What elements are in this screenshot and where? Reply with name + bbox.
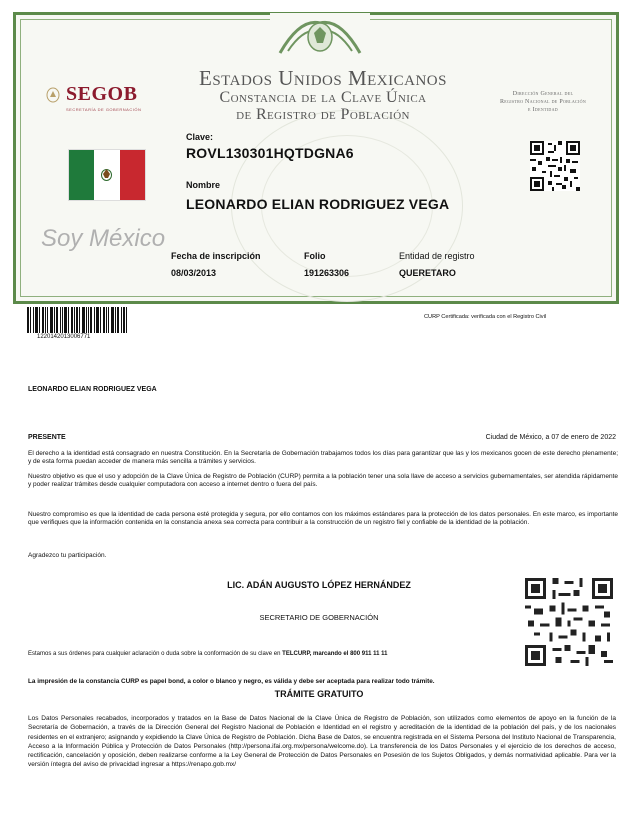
contact-text: Estamos a sus órdenes para cualquier aclaración o duda sobre la conformación de su clave en [28,651,283,657]
paragraph-3: Nuestro compromiso es que la identidad de cada persona esté protegida y segura, por ello contamos con los máximos estándares para la protección de los datos personales. En este marco, es importante que verifiques que la información contenida en la constancia anexa sea correcta para contribuir a la construcción de un registro fiel y confiable de la identidad de la población. [28,511,618,527]
dependency-line-1: Dirección General del [512,91,574,97]
curp-certificate-card [13,12,619,304]
title-line-2: Constancia de la Clave Única [219,89,427,106]
dependency-name [468,90,618,114]
free-procedure-label: TRÁMITE GRATUITO [274,689,364,699]
clave-value: ROVL130301HQTDGNA6 [186,145,354,161]
nombre-label: Nombre [186,180,221,190]
folio-value: 191263306 [304,268,350,278]
dependency-line-2: Registro Nacional de Población [499,99,587,105]
segob-logo-icon [46,87,60,103]
barcode-icon [27,307,127,333]
fecha-inscripcion-value: 08/03/2013 [171,268,217,278]
clave-label: Clave: [186,132,214,142]
flag-eagle-icon [100,166,113,182]
privacy-notice: Los Datos Personales recabados, incorporados y tratados en la Base de Datos Nacional de la Clave Única de Registro de Población, son utilizados como elementos de apoyo en la función de la Secretaría de Gobernación, a través de la Dirección General del Registro Nacional de Población e Identidad en el registro y acreditación de la identidad de la población del país, y de los nacionales residentes en el extranjero; asignando y expidiendo la Clave Única de Registro de Población. Dicha Base de Datos, se encuentra registrada en el Sistema Persona del Instituto Nacional de Transparencia, Acceso a la Información Pública y Protección de Datos Personales (http://persona.ifai.org.mx/persona/welcome.do). La transferencia de los Datos Personales y el ejercicio de los derechos de acceso, rectificación, cancelación y oposición, deben realizarse conforme a la Ley General de Protección de Datos Personales en Posesión de los Sujetos Obligados, y demás normatividad aplicable. Para ver la versión íntegra del aviso de privacidad ingresar a https://renapo.gob.mx/ [28,715,616,769]
barcode-number: 1220142013006771 [37,334,91,340]
mexican-flag-icon [68,149,146,201]
nombre-value: LEONARDO ELIAN RODRIGUEZ VEGA [186,196,450,212]
title-line-3: de Registro de Población [236,106,410,123]
national-emblem-icon [270,13,370,57]
title-line-1: Estados Unidos Mexicanos [199,66,447,90]
document-title [187,67,459,123]
dependency-line-3: e Identidad [528,107,558,113]
entidad-registro-value: QUERETARO [399,268,456,278]
qr-code-icon [525,578,613,666]
print-validity-note: La impresión de la constancia CURP es papel bond, a color o blanco y negro, es válida y debe ser aceptada para realizar todo trámite. [28,678,435,685]
fecha-inscripcion-label: Fecha de inscripción [171,251,261,261]
recipient-name: LEONARDO ELIAN RODRIGUEZ VEGA [28,386,157,393]
place-date: Ciudad de México, a 07 de enero de 2022 [485,434,616,441]
flag-green-stripe [69,150,94,200]
signer-name: LIC. ADÁN AUGUSTO LÓPEZ HERNÁNDEZ [227,580,411,590]
segob-brand: SEGOB [66,83,138,105]
curp-certified-note: CURP Certificada: verificada con el Registro Civil [424,314,547,320]
salutation: PRESENTE [28,434,66,441]
paragraph-4: Agradezco tu participación. [28,552,107,559]
entidad-registro-label: Entidad de registro [399,251,475,261]
flag-red-stripe [120,150,145,200]
contact-line [28,651,387,657]
paragraph-2: Nuestro objetivo es que el uso y adopción de la Clave Única de Registro de Población (CURP) permita a la población tener una sola llave de acceso a servicios gubernamentales, ser atendida rápidamente y poder realizar trámites desde cualquier computadora con acceso a internet dentro o fuera del país. [28,473,618,489]
segob-subtitle: SECRETARÍA DE GOBERNACIÓN [66,107,142,112]
folio-label: Folio [304,251,326,261]
qr-code-icon [530,141,580,191]
flag-white-stripe [94,150,119,200]
telcurp-number: TELCURP, marcando el 800 911 11 11 [282,651,388,657]
soy-mexico-slogan: Soy México [41,225,166,252]
paragraph-1: El derecho a la identidad está consagrado en nuestra Constitución. En la Secretaría de Gobernación trabajamos todos los días para garantizar que las y los mexicanos gocen de este derecho plenamente; y de esta forma puedan acceder de manera más sencilla a trámites y servicios. [28,450,618,466]
signer-role: SECRETARIO DE GOBERNACIÓN [259,613,379,622]
